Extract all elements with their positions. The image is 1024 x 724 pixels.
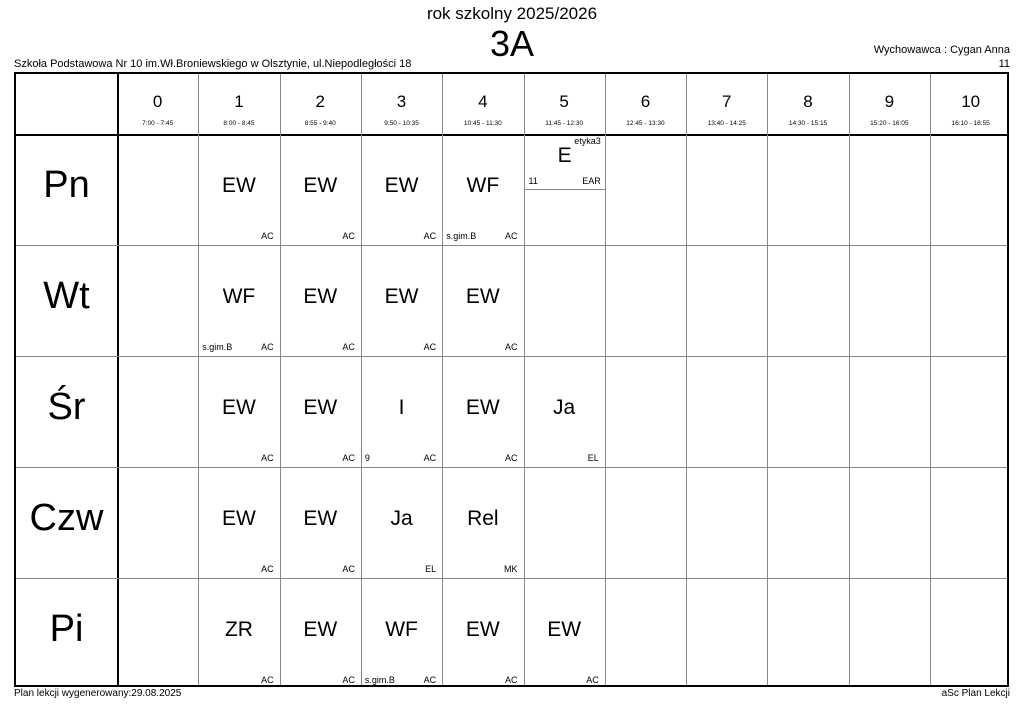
lesson-cell[interactable]: [442, 467, 523, 578]
lesson-subject: WF: [222, 285, 256, 308]
period-time: 10:45 - 11:30: [463, 120, 502, 127]
lesson-teacher: AC: [423, 342, 437, 352]
lesson-teacher: AC: [342, 342, 355, 352]
day-label: Wt: [43, 275, 90, 317]
period-time: 13:40 - 14:25: [707, 120, 746, 127]
period-time: 11:45 - 12:30: [545, 120, 584, 127]
period-time: 9:50 - 10:35: [384, 120, 419, 127]
period-number: 8: [803, 92, 813, 111]
period-time: 14:30 - 15:15: [788, 120, 828, 127]
period-number: 1: [234, 92, 244, 111]
lesson-cell[interactable]: [280, 134, 361, 245]
lesson-teacher: AC: [261, 453, 274, 463]
period-time: 16:10 - 16:55: [951, 120, 990, 127]
period-number: 2: [315, 92, 325, 111]
lesson-subject: EW: [303, 174, 338, 197]
lesson-subject: WF: [466, 174, 500, 197]
period-header: [686, 74, 767, 134]
lesson-cell[interactable]: [280, 467, 361, 578]
period-time: 15:20 - 16:05: [870, 120, 909, 127]
lesson-cell[interactable]: [198, 134, 279, 245]
period-header: [605, 74, 686, 134]
lesson-cell[interactable]: [198, 356, 279, 467]
lesson-teacher: EL: [587, 453, 599, 463]
lesson-cell[interactable]: [442, 356, 523, 467]
lesson-subject: Rel: [467, 507, 499, 530]
period-number: 4: [478, 92, 488, 111]
lesson-teacher: AC: [423, 675, 437, 685]
lesson-subject: EW: [465, 285, 500, 308]
period-header: [442, 74, 523, 134]
lesson-teacher: EL: [425, 564, 437, 574]
period-time: 8:55 - 9:40: [304, 120, 336, 127]
day-label: Pi: [49, 608, 84, 650]
lesson-subject: EW: [303, 618, 338, 641]
lesson-cell[interactable]: [524, 578, 605, 689]
lesson-subject: EW: [303, 396, 338, 419]
period-header: [280, 74, 361, 134]
lesson-cell[interactable]: [525, 134, 605, 190]
period-header: [849, 74, 930, 134]
period-time: 8:00 - 8:45: [223, 120, 255, 127]
day-label: Pn: [43, 164, 90, 206]
period-header: [117, 74, 198, 134]
lesson-teacher: AC: [342, 675, 355, 685]
lesson-subject: EW: [222, 396, 256, 419]
lesson-teacher: AC: [342, 231, 355, 241]
lesson-group: etyka3: [574, 136, 601, 146]
lesson-subject: EW: [547, 618, 582, 641]
lesson-cell[interactable]: [198, 245, 279, 356]
lesson-room: 9: [364, 453, 370, 463]
lesson-cell[interactable]: [361, 245, 442, 356]
lesson-cell[interactable]: [198, 578, 279, 689]
lesson-teacher: AC: [342, 564, 355, 574]
lesson-teacher: AC: [586, 675, 599, 685]
lesson-cell[interactable]: [361, 578, 442, 689]
lesson-subject: EW: [465, 396, 500, 419]
lesson-room: s.gim.B: [446, 231, 477, 241]
lesson-teacher: AC: [504, 342, 518, 352]
lesson-subject: WF: [385, 618, 418, 641]
lesson-cell[interactable]: [280, 356, 361, 467]
lesson-subject: I: [398, 396, 405, 419]
lesson-cell[interactable]: [524, 356, 605, 467]
period-header: [767, 74, 848, 134]
lesson-cell[interactable]: [442, 245, 523, 356]
lesson-teacher: AC: [261, 231, 274, 241]
lesson-teacher: AC: [504, 453, 518, 463]
lesson-teacher: AC: [504, 675, 518, 685]
period-number: 10: [961, 92, 981, 111]
lesson-subject: EW: [384, 285, 419, 308]
class-room: 11: [998, 58, 1010, 70]
lesson-subject: EW: [303, 507, 338, 530]
lesson-cell[interactable]: [280, 578, 361, 689]
lesson-room: 11: [528, 176, 538, 186]
class-tutor: Wychowawca : Cygan Anna: [873, 44, 1010, 56]
period-number: 6: [640, 92, 651, 111]
period-number: 9: [884, 92, 895, 111]
school-name: Szkoła Podstawowa Nr 10 im.Wł.Broniewskiego w Olsztynie, ul.Niepodległości 18: [14, 58, 412, 70]
lesson-teacher: AC: [261, 564, 274, 574]
day-label: Śr: [47, 386, 86, 428]
lesson-cell[interactable]: [361, 356, 442, 467]
lesson-teacher: AC: [261, 675, 274, 685]
lesson-teacher: EAR: [582, 176, 601, 186]
lesson-subject: EW: [465, 618, 500, 641]
period-number: 0: [152, 92, 163, 111]
period-number: 3: [396, 92, 407, 111]
lesson-teacher: AC: [261, 342, 274, 352]
lesson-subject: Ja: [553, 396, 576, 419]
period-number: 5: [559, 92, 569, 111]
day-label: Czw: [29, 497, 104, 539]
period-header: [361, 74, 442, 134]
lesson-cell[interactable]: [442, 134, 523, 245]
generated-date: Plan lekcji wygenerowany:29.08.2025: [14, 688, 182, 699]
lesson-room: s.gim.B: [364, 675, 395, 685]
class-name: 3A: [489, 23, 535, 64]
period-time: 12:45 - 13:30: [626, 120, 665, 127]
day-column-divider: [117, 74, 119, 685]
lesson-cell[interactable]: [198, 467, 279, 578]
period-number: 7: [722, 92, 732, 111]
lesson-teacher: AC: [423, 453, 437, 463]
lesson-subject: EW: [222, 507, 256, 530]
lesson-subject: E: [557, 144, 572, 167]
period-header: [524, 74, 605, 134]
lesson-teacher: AC: [342, 453, 355, 463]
period-column-divider: [686, 74, 687, 685]
period-column-divider: [605, 74, 606, 685]
lesson-cell[interactable]: [361, 134, 442, 245]
period-column-divider: [849, 74, 850, 685]
lesson-room: s.gim.B: [202, 342, 233, 352]
lesson-teacher: MK: [503, 564, 518, 574]
timetable-grid: [14, 72, 1009, 687]
period-column-divider: [767, 74, 768, 685]
period-column-divider: [930, 74, 931, 685]
lesson-subject: EW: [384, 174, 419, 197]
period-header: [930, 74, 1011, 134]
lesson-cell[interactable]: [280, 245, 361, 356]
lesson-cell[interactable]: [442, 578, 523, 689]
lesson-subject: ZR: [224, 618, 253, 641]
lesson-subject: Ja: [390, 507, 413, 530]
lesson-cell[interactable]: [361, 467, 442, 578]
lesson-teacher: AC: [423, 231, 437, 241]
lesson-teacher: AC: [504, 231, 518, 241]
lesson-subject: EW: [303, 285, 338, 308]
lesson-subject: EW: [222, 174, 256, 197]
school-year: rok szkolny 2025/2026: [426, 4, 598, 23]
period-time: 7:00 - 7:45: [142, 120, 174, 127]
app-credit: aSc Plan Lekcji: [941, 688, 1010, 699]
period-header: [198, 74, 279, 134]
